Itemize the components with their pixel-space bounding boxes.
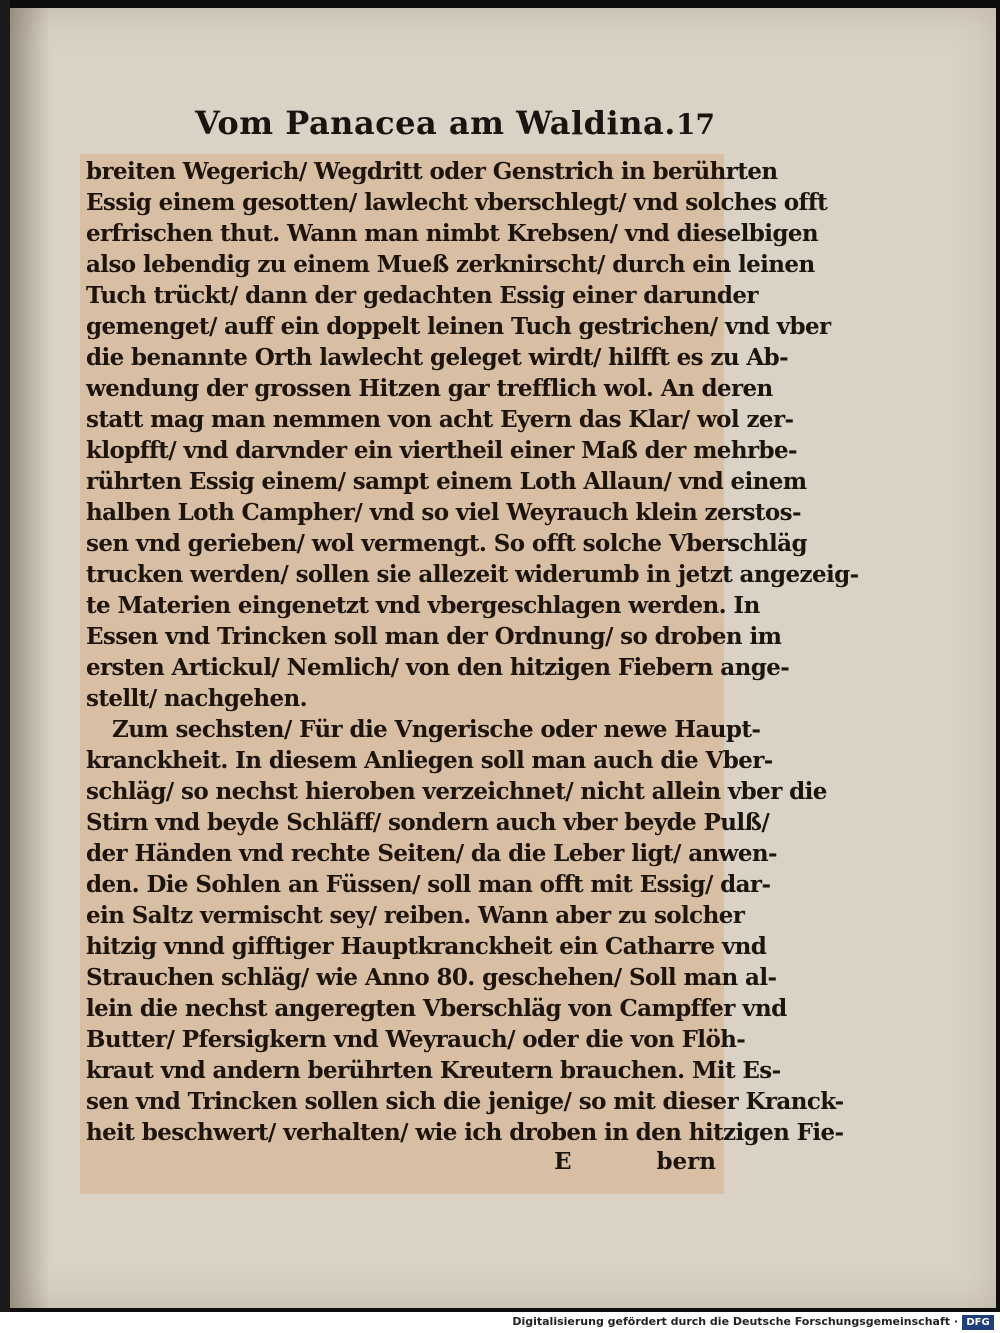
text-line: kraut vnd andern berührten Kreutern brauchen. Mit Es- bbox=[86, 1057, 781, 1084]
text-line: breiten Wegerich/ Wegdritt oder Genstrich in berührten bbox=[86, 158, 778, 185]
text-line: sen vnd gerieben/ wol vermengt. So offt solche Vberschläg bbox=[86, 530, 807, 557]
text-line: also lebendig zu einem Mueß zerknirscht/ durch ein leinen bbox=[86, 251, 815, 278]
text-line: ersten Artickul/ Nemlich/ von den hitzigen Fiebern ange- bbox=[86, 654, 790, 681]
text-line: sen vnd Trincken sollen sich die jenige/ so mit dieser Kranck- bbox=[86, 1088, 844, 1115]
text-line: rührten Essig einem/ sampt einem Loth Allaun/ vnd einem bbox=[86, 468, 807, 495]
text-line: klopfft/ vnd darvnder ein viertheil einer Maß der mehrbe- bbox=[86, 437, 797, 464]
text-line: halben Loth Campher/ vnd so viel Weyrauch klein zerstos- bbox=[86, 499, 801, 526]
text-line: die benannte Orth lawlecht geleget wirdt/ hilfft es zu Ab- bbox=[86, 344, 789, 371]
text-line: den. Die Sohlen an Füssen/ soll man offt mit Essig/ dar- bbox=[86, 871, 771, 898]
text-line: trucken werden/ sollen sie allezeit widerumb in jetzt angezeig- bbox=[86, 561, 859, 588]
funding-credit: Digitalisierung gefördert durch die Deutsche Forschungsgemeinschaft · bbox=[512, 1315, 958, 1328]
text-line: Stirn vnd beyde Schläff/ sondern auch vber beyde Pulß/ bbox=[86, 809, 770, 836]
signature-mark: E bbox=[554, 1148, 572, 1175]
text-line: stellt/ nachgehen. bbox=[86, 685, 308, 712]
text-line: kranckheit. In diesem Anliegen soll man auch die Vber- bbox=[86, 747, 773, 774]
text-line: ein Saltz vermischt sey/ reiben. Wann aber zu solcher bbox=[86, 902, 745, 929]
text-line: schläg/ so nechst hieroben verzeichnet/ nicht allein vber die bbox=[86, 778, 827, 805]
catchword: bern bbox=[656, 1148, 716, 1175]
page-foot-line bbox=[86, 1148, 718, 1182]
text-line: erfrischen thut. Wann man nimbt Krebsen/ vnd dieselbigen bbox=[86, 220, 819, 247]
text-line: lein die nechst angeregten Vberschläg von Campffer vnd bbox=[86, 995, 787, 1022]
footer-bar bbox=[0, 1312, 1000, 1333]
text-line: Butter/ Pfersigkern vnd Weyrauch/ oder die von Flöh- bbox=[86, 1026, 746, 1053]
body-text bbox=[80, 154, 859, 1194]
running-title: Vom Panacea am Waldina. bbox=[195, 104, 676, 142]
text-line: heit beschwert/ verhalten/ wie ich droben in den hitzigen Fie- bbox=[86, 1119, 844, 1146]
page-header bbox=[195, 104, 715, 152]
text-line: te Materien eingenetzt vnd vbergeschlagen werden. In bbox=[86, 592, 760, 619]
text-line: Essig einem gesotten/ lawlecht vberschlegt/ vnd solches offt bbox=[86, 189, 828, 216]
dfg-logo: DFG bbox=[962, 1315, 994, 1330]
page-spine-shadow bbox=[10, 8, 50, 1308]
text-line: Tuch trückt/ dann der gedachten Essig einer darunder bbox=[86, 282, 758, 309]
text-line: gemenget/ auff ein doppelt leinen Tuch gestrichen/ vnd vber bbox=[86, 313, 831, 340]
paragraph-start-line: Zum sechsten/ Für die Vngerische oder newe Haupt- bbox=[112, 716, 761, 743]
text-line: Essen vnd Trincken soll man der Ordnung/ so droben im bbox=[86, 623, 782, 650]
scan-edge bbox=[0, 0, 10, 1312]
page-number: 17 bbox=[676, 108, 715, 141]
text-line: Strauchen schläg/ wie Anno 80. geschehen/ Soll man al- bbox=[86, 964, 777, 991]
text-line: wendung der grossen Hitzen gar trefflich wol. An deren bbox=[86, 375, 773, 402]
text-line: statt mag man nemmen von acht Eyern das Klar/ wol zer- bbox=[86, 406, 794, 433]
text-line: hitzig vnnd gifftiger Hauptkranckheit ein Catharre vnd bbox=[86, 933, 767, 960]
text-line: der Händen vnd rechte Seiten/ da die Leber ligt/ anwen- bbox=[86, 840, 777, 867]
